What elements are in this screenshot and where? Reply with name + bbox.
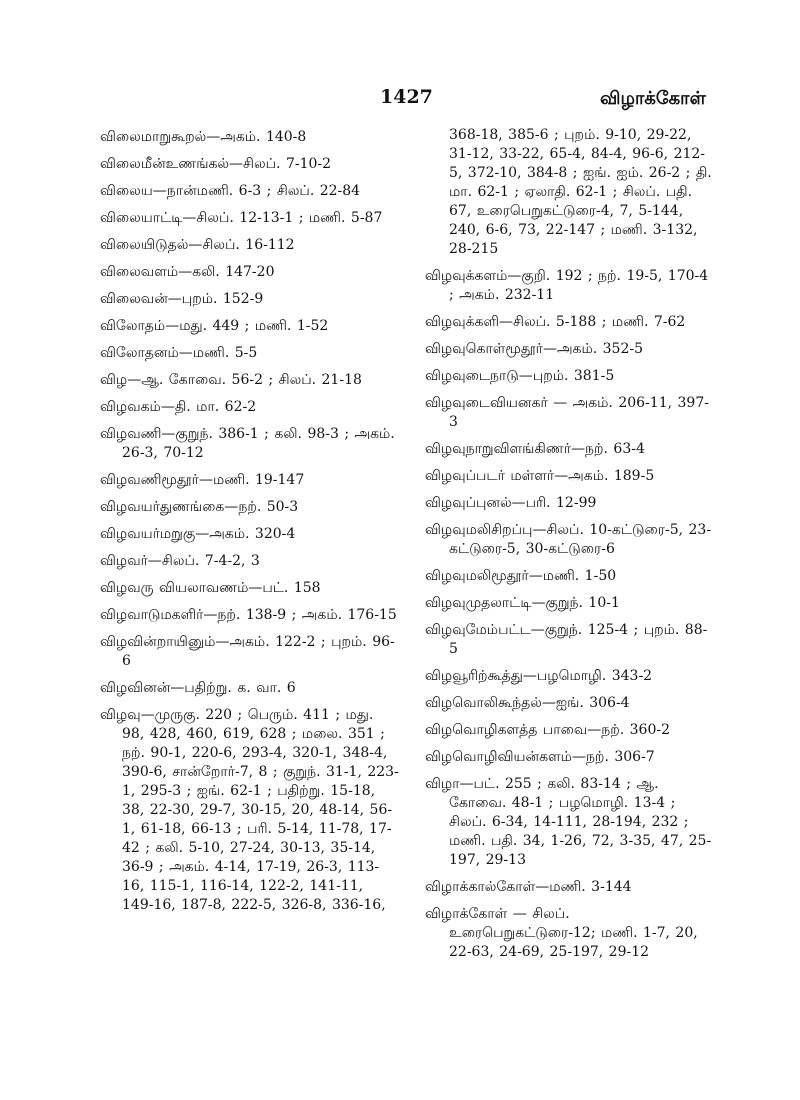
index-entry: விழவுக்களம்—குறி. 192 ; நற். 19-5, 170-4 ; அகம். 232-11 — [425, 268, 709, 303]
index-entry: விழவணி—குறுந். 386-1 ; கலி. 98-3 ; அகம். 26-3, 70-12 — [100, 426, 395, 461]
index-entry: விலோதம்—மது. 449 ; மணி. 1-52 — [100, 318, 329, 334]
index-entry: விழவயர்துணங்கை—நற். 50-3 — [100, 499, 299, 515]
index-entry: விலைய—நான்மணி. 6-3 ; சிலப். 22-84 — [100, 183, 361, 199]
index-entry: விழாக்கோள் — சிலப். உரைபெறுகட்டுரை-12; மணி. 1-7, 20, 22-63, 24-69, 25-197, 29-12 — [425, 906, 698, 960]
index-entry: விழவொழிகளத்த பாவை—நற். 360-2 — [425, 722, 671, 738]
index-entry: விழவுப்படர் மள்ளர்—அகம். 189-5 — [425, 468, 655, 484]
index-entry: விழவுமுதலாட்டி—குறுந். 10-1 — [425, 595, 620, 611]
index-entry: விழவாடுமகளிர்—நற். 138-9 ; அகம். 176-15 — [100, 607, 397, 623]
index-entry-continuation: 368-18, 385-6 ; புறம். 9-10, 29-22, 31-12, 33-22, 65-4, 84-4, 96-6, 212-5, 372-10, 384-8 ; ஐங். ஐம். 26-2 ; தி. மா. 62-1 ; ஏலாதி. 62-1 ; சிலப். பதி. 67, உரைபெறுகட்டுரை-4, 7, 5-144, 240, 6-6, 73, 22-147 ; மணி. 3-132, 28-215 — [449, 127, 712, 257]
index-entry: விலைமாறுகூறல்—அகம். 140-8 — [100, 129, 307, 145]
index-entry: விழவுமேம்பட்ட—குறுந். 125-4 ; புறம். 88-5 — [425, 622, 708, 657]
index-entry: விழவயர்மறுகு—அகம். 320-4 — [100, 526, 296, 542]
index-entry: விழவுமலிமூதூர்—மணி. 1-50 — [425, 568, 617, 584]
index-entry: விழவுடைநாடு—புறம். 381-5 — [425, 368, 615, 384]
index-entry: விழவுமலிசிறப்பு—சிலப். 10-கட்டுரை-5, 23-கட்டுரை-5, 30-கட்டுரை-6 — [425, 522, 712, 557]
index-entry: விலோதனம்—மணி. 5-5 — [100, 345, 258, 361]
index-entry: விழவொலிகூந்தல்—ஐங். 306-4 — [425, 695, 630, 711]
index-entry: விலைவளம்—கலி. 147-20 — [100, 264, 275, 280]
running-head: விழாக்கோள் — [600, 88, 706, 109]
index-entry: விழ—ஆ. கோவை. 56-2 ; சிலப். 21-18 — [100, 372, 362, 388]
right-column — [425, 126, 715, 970]
index-entry: விழவுப்புனல்—பரி. 12-99 — [425, 495, 597, 511]
left-column — [100, 128, 400, 923]
index-entry: விலையிடுதல்—சிலப். 16-112 — [100, 237, 295, 253]
index-entry: விழவணிமூதூர்—மணி. 19-147 — [100, 472, 305, 488]
index-entry: விழவகம்—தி. மா. 62-2 — [100, 399, 257, 415]
index-entry: விழா—பட். 255 ; கலி. 83-14 ; ஆ. கோவை. 48-1 ; பழமொழி. 13-4 ; சிலப். 6-34, 14-111, 28-194, 232 ; மணி. பதி. 34, 1-26, 72, 3-35, 47, 25-197, 29-13 — [425, 776, 712, 868]
page-number: 1427 — [380, 86, 433, 108]
index-entry: விழவு—முருகு. 220 ; பெரும். 411 ; மது. 98, 428, 460, 619, 628 ; மலை. 351 ; நற். 90-1, 220-6, 293-4, 320-1, 348-4, 390-6, சான்றோர்-7, 8 ; குறுந். 31-1, 223-1, 295-3 ; ஐங். 62-1 ; பதிற்று. 15-18, 38, 22-30, 29-7, 30-15, 20, 48-14, 56-1, 61-18, 66-13 ; பரி. 5-14, 11-78, 17-42 ; கலி. 5-10, 27-24, 30-13, 35-14, 36-9 ; அகம். 4-14, 17-19, 26-3, 113-16, 115-1, 116-14, 122-2, 141-11, 149-16, 187-8, 222-5, 326-8, 336-16, — [100, 707, 399, 913]
index-entry: விழவுடைவியனகர் — அகம். 206-11, 397-3 — [425, 395, 709, 430]
index-entry: விழவின்றாயினும்—அகம். 122-2 ; புறம். 96-6 — [100, 634, 395, 669]
index-entry: விழவரு வியலாவணம்—பட். 158 — [100, 580, 321, 596]
index-entry: விழவுநாறுவிளங்கிணர்—நற். 63-4 — [425, 441, 645, 457]
index-entry: விழவினன்—பதிற்று. க. வா. 6 — [100, 680, 296, 696]
index-entry: விலைமீன்உணங்கல்—சிலப். 7-10-2 — [100, 156, 332, 172]
index-entry: விழவுக்களி—சிலப். 5-188 ; மணி. 7-62 — [425, 314, 686, 330]
index-entry: விழவுகொள்மூதூர்—அகம். 352-5 — [425, 341, 643, 357]
index-entry: விழவூரிற்கூத்து—பழமொழி. 343-2 — [425, 668, 653, 684]
index-entry: விலையாட்டி—சிலப். 12-13-1 ; மணி. 5-87 — [100, 210, 383, 226]
index-entry: விலைவன்—புறம். 152-9 — [100, 291, 264, 307]
index-entry: விழவர்—சிலப். 7-4-2, 3 — [100, 553, 260, 569]
index-entry: விழாக்கால்கோள்—மணி. 3-144 — [425, 879, 632, 895]
index-entry: விழவொழிவியன்களம்—நற். 306-7 — [425, 749, 655, 765]
